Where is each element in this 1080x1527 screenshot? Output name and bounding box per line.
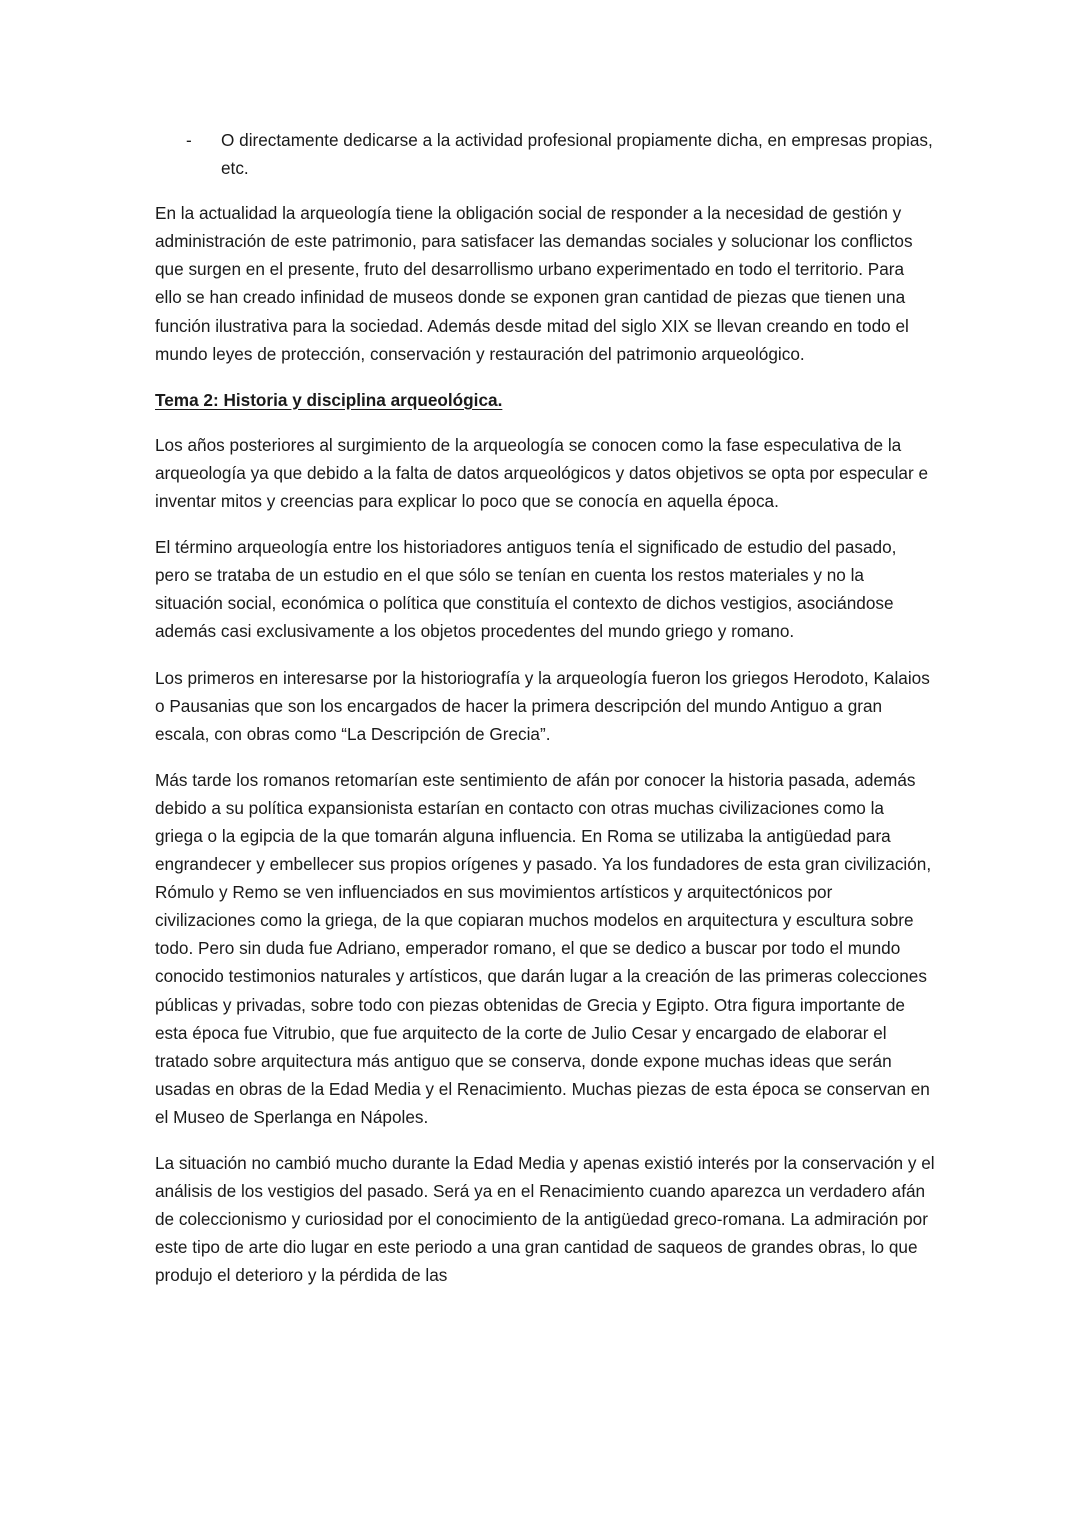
- paragraph-speculative-phase: Los años posteriores al surgimiento de la arqueología se conocen como la fase especulativa de la arqueología ya que debido a la falta de datos arqueológicos y datos objetivos se opta por especular e inventar mitos y creencias para explicar lo poco que se conocía en aquella época.: [155, 434, 929, 512]
- bullet-item: [155, 126, 935, 182]
- document-page: [155, 126, 935, 1307]
- paragraph-heritage-management: En la actualidad la arqueología tiene la obligación social de responder a la necesidad de gestión y administración de este patrimonio, para satisfacer las demandas sociales y solucionar los conflictos que surgen en el presente, fruto del desarrollismo urbano experimentado en todo el territorio. Para ello se han creado infinidad de museos donde se exponen gran cantidad de piezas que tienen una función ilustrativa para la sociedad. Además desde mitad del siglo XIX se llevan creando en todo el mundo leyes de protección, conservación y restauración del patrimonio arqueológico.: [155, 203, 913, 364]
- section-heading: Tema 2: Historia y disciplina arqueológica.: [155, 389, 503, 410]
- paragraph-middle-ages-renaissance: La situación no cambió mucho durante la Edad Media y apenas existió interés por la conservación y el análisis de los vestigios del pasado. Será ya en el Renacimiento cuando aparezca un verdadero afán de coleccionismo y curiosidad por el conocimiento de la antigüedad greco-romana. La admiración por este tipo de arte dio lugar en este periodo a una gran cantidad de saqueos de grandes obras, lo que produjo el deterioro y la pérdida de las: [155, 1153, 935, 1286]
- bullet-text: O directamente dedicarse a la actividad profesional propiamente dicha, en empresas propias, etc.: [221, 130, 933, 179]
- paragraph-greeks: Los primeros en interesarse por la historiografía y la arqueología fueron los griegos Herodoto, Kalaios o Pausanias que son los encargados de hacer la primera descripción del mundo Antiguo a gran escala, con obras como “La Descripción de Grecia”.: [155, 667, 930, 744]
- paragraph-romans: Más tarde los romanos retomarían este sentimiento de afán por conocer la historia pasada, además debido a su política expansionista estarían en contacto con otras muchas civilizaciones como la griega o la egipcia de la que tomarán alguna influencia. En Roma se utilizaba la antigüedad para engrandecer y embellecer sus propios orígenes y pasado. Ya los fundadores de esta gran civilización, Rómulo y Remo se ven influenciados en sus movimientos artísticos y arquitectónicos por civilizaciones como la griega, de la que copiaran muchos modelos en arquitectura y escultura sobre todo. Pero sin duda fue Adriano, emperador romano, el que se dedico a buscar por todo el mundo conocido testimonios naturales y artísticos, que darán lugar a la creación de las primeras colecciones públicas y privadas, sobre todo con piezas obtenidas de Grecia y Egipto. Otra figura importante de esta época fue Vitrubio, que fue arquitecto de la corte de Julio Cesar y encargado de elaborar el tratado sobre arquitectura más antiguo que se conserva, donde expone muchas ideas que serán usadas en obras de la Edad Media y el Renacimiento. Muchas piezas de esta época se conservan en el Museo de Sperlanga en Nápoles.: [155, 769, 932, 1127]
- paragraph-term-archaeology: El término arqueología entre los historiadores antiguos tenía el significado de estudio del pasado, pero se trataba de un estudio en el que sólo se tenían en cuenta los restos materiales y no la situación social, económica o política que constituía el contexto de dichos vestigios, asociándose además casi exclusivamente a los objetos procedentes del mundo griego y romano.: [155, 537, 897, 642]
- bullet-dash: -: [186, 130, 192, 150]
